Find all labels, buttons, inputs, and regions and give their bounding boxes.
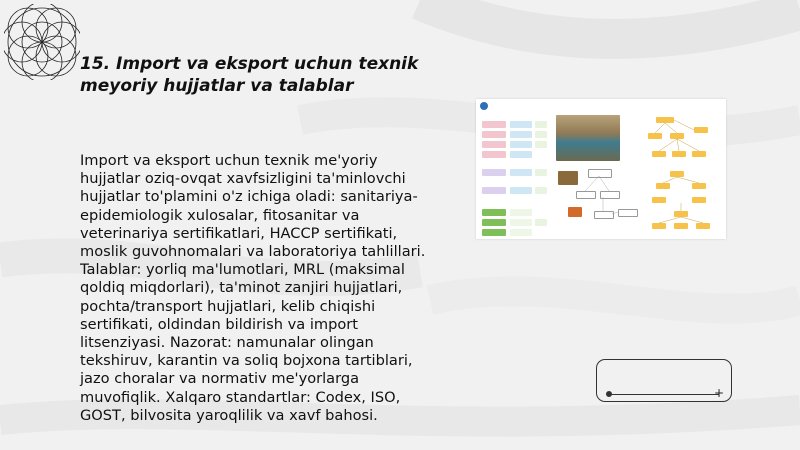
diagram-connectors (476, 99, 726, 239)
slide-body-text: Import va eksport uchun texnik me'yoriy hujjatlar oziq-ovqat xavfsizligini ta'minlovchi hujjatlar to'plamini o'z ichiga oladi: sanitariya-epidemiologik xulosalar, fitosanitar va veterinariya sertifikatlari, HACCP sertifikati, moslik guvohnomalari va laboratoriya tahlillari. Talablar: yorliq ma'lumotlari, MRL (maksimal qoldiq miqdorlari), ta'minot zanjiri hujjatlari, pochta/transport hujjatlari, kelib chiqishi sertifikati, oldindan bildirish va import litsenziyasi. Nazorat: namunalar olingan tekshiruv, karantin va soliq bojxona tartiblari, jazo choralar va normativ me'yorlarga muvofiqlik. Xalqaro standartlar: Codex, ISO, GOST, bilvosita yaroqlilik va xavf bahosi. (80, 152, 426, 424)
media-progress-knob[interactable] (606, 391, 612, 397)
media-player-controls[interactable] (596, 359, 732, 402)
slide-title-line-1: 15. Import va eksport uchun texnik (80, 54, 419, 74)
media-progress-track[interactable] (607, 394, 719, 395)
slide-title-line-2: meyoriy hujjatlar va talablar (80, 76, 354, 96)
regulation-flow-diagram (476, 99, 726, 239)
mandala-logo-icon (4, 4, 80, 80)
slide-title (80, 53, 440, 97)
plus-icon[interactable]: + (714, 386, 725, 400)
